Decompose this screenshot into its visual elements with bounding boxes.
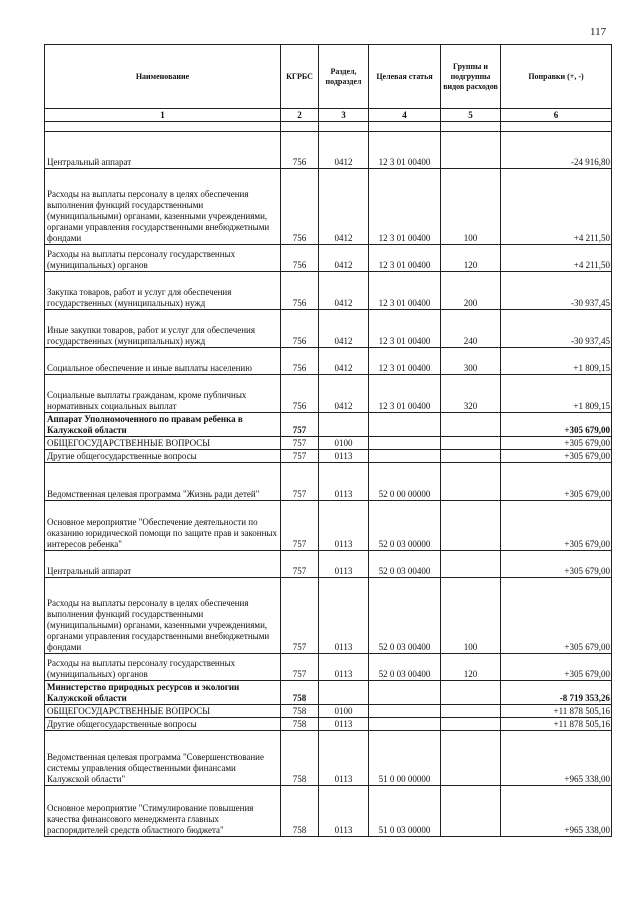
row-group-cell — [441, 501, 501, 551]
table-row — [45, 681, 612, 705]
table-row — [45, 551, 612, 578]
table-row — [45, 654, 612, 681]
row-target-cell: 12 3 01 00400 — [369, 132, 441, 169]
row-kgrbs-cell: 757 — [281, 413, 319, 437]
row-kgrbs-cell: 757 — [281, 501, 319, 551]
row-kgrbs-cell: 758 — [281, 731, 319, 786]
column-number: 1 — [45, 109, 281, 122]
row-target-cell: 12 3 01 00400 — [369, 348, 441, 375]
row-amount-cell: +11 878 505,16 — [501, 705, 612, 718]
row-group-cell — [441, 450, 501, 463]
row-section-cell: 0412 — [319, 169, 369, 245]
row-name-cell: Центральный аппарат — [45, 551, 281, 578]
row-section-cell — [319, 413, 369, 437]
row-kgrbs-cell: 756 — [281, 375, 319, 413]
row-amount-cell: -8 719 353,26 — [501, 681, 612, 705]
table-row — [45, 731, 612, 786]
row-target-cell — [369, 718, 441, 731]
table-body — [45, 132, 612, 837]
row-kgrbs-cell: 758 — [281, 705, 319, 718]
row-amount-cell: -30 937,45 — [501, 272, 612, 310]
row-target-cell: 52 0 03 00400 — [369, 551, 441, 578]
row-amount-cell: -24 916,80 — [501, 132, 612, 169]
row-target-cell: 12 3 01 00400 — [369, 272, 441, 310]
row-target-cell — [369, 437, 441, 450]
row-section-cell: 0113 — [319, 718, 369, 731]
table-row — [45, 310, 612, 348]
row-target-cell: 52 0 00 00000 — [369, 463, 441, 501]
header-groups: Группы и подгруппы видов расходов — [441, 45, 501, 109]
row-kgrbs-cell: 758 — [281, 681, 319, 705]
spacer-row — [45, 122, 612, 132]
row-group-cell — [441, 705, 501, 718]
row-target-cell: 52 0 03 00400 — [369, 654, 441, 681]
row-name-cell: Иные закупки товаров, работ и услуг для обеспечения государственных (муниципальных) нужд — [45, 310, 281, 348]
row-target-cell: 12 3 01 00400 — [369, 245, 441, 272]
row-name-cell: Расходы на выплаты персоналу государственных (муниципальных) органов — [45, 654, 281, 681]
row-group-cell: 300 — [441, 348, 501, 375]
row-section-cell: 0113 — [319, 654, 369, 681]
row-section-cell: 0412 — [319, 310, 369, 348]
row-kgrbs-cell: 756 — [281, 132, 319, 169]
row-amount-cell: +1 809,15 — [501, 375, 612, 413]
row-name-cell: Социальное обеспечение и иные выплаты населению — [45, 348, 281, 375]
row-target-cell — [369, 705, 441, 718]
row-group-cell — [441, 718, 501, 731]
column-number-row — [45, 109, 612, 122]
header-amendments: Поправки (+, -) — [501, 45, 612, 109]
row-kgrbs-cell: 757 — [281, 654, 319, 681]
row-name-cell: ОБЩЕГОСУДАРСТВЕННЫЕ ВОПРОСЫ — [45, 705, 281, 718]
table-row — [45, 437, 612, 450]
table-row — [45, 718, 612, 731]
column-number: 3 — [319, 109, 369, 122]
row-kgrbs-cell: 757 — [281, 463, 319, 501]
row-target-cell: 51 0 00 00000 — [369, 731, 441, 786]
row-name-cell: Социальные выплаты гражданам, кроме публичных нормативных социальных выплат — [45, 375, 281, 413]
row-amount-cell: +965 338,00 — [501, 731, 612, 786]
row-section-cell: 0113 — [319, 463, 369, 501]
row-target-cell: 51 0 03 00000 — [369, 786, 441, 837]
row-kgrbs-cell: 757 — [281, 551, 319, 578]
row-group-cell: 240 — [441, 310, 501, 348]
row-target-cell — [369, 681, 441, 705]
row-group-cell — [441, 413, 501, 437]
row-group-cell: 100 — [441, 578, 501, 654]
table-row — [45, 501, 612, 551]
row-kgrbs-cell: 757 — [281, 437, 319, 450]
row-name-cell: Закупка товаров, работ и услуг для обеспечения государственных (муниципальных) нужд — [45, 272, 281, 310]
row-name-cell: Расходы на выплаты персоналу государственных (муниципальных) органов — [45, 245, 281, 272]
row-group-cell — [441, 437, 501, 450]
row-target-cell: 52 0 03 00000 — [369, 501, 441, 551]
row-name-cell: Расходы на выплаты персоналу в целях обеспечения выполнения функций государственными (муниципальными) органами, казенными учреждениями, органами управления государственными внебюджетными фондами — [45, 169, 281, 245]
row-section-cell: 0412 — [319, 375, 369, 413]
row-amount-cell: +305 679,00 — [501, 578, 612, 654]
row-kgrbs-cell: 756 — [281, 348, 319, 375]
row-target-cell: 12 3 01 00400 — [369, 310, 441, 348]
row-group-cell — [441, 132, 501, 169]
row-name-cell: Ведомственная целевая программа "Жизнь ради детей" — [45, 463, 281, 501]
row-section-cell: 0113 — [319, 501, 369, 551]
table-row — [45, 132, 612, 169]
row-amount-cell: +4 211,50 — [501, 169, 612, 245]
row-amount-cell: +305 679,00 — [501, 654, 612, 681]
header-name: Наименование — [45, 45, 281, 109]
table-row — [45, 463, 612, 501]
table-row — [45, 578, 612, 654]
column-number: 2 — [281, 109, 319, 122]
row-section-cell: 0412 — [319, 132, 369, 169]
row-name-cell: Ведомственная целевая программа "Совершенствование системы управления общественными финансами Калужской области" — [45, 731, 281, 786]
table-header-row — [45, 45, 612, 109]
table-row — [45, 786, 612, 837]
row-target-cell — [369, 413, 441, 437]
row-amount-cell: +305 679,00 — [501, 450, 612, 463]
row-name-cell: Другие общегосударственные вопросы — [45, 718, 281, 731]
row-amount-cell: +965 338,00 — [501, 786, 612, 837]
row-section-cell — [319, 681, 369, 705]
row-section-cell: 0412 — [319, 348, 369, 375]
row-name-cell: Расходы на выплаты персоналу в целях обеспечения выполнения функций государственными (муниципальными) органами, казенными учреждениями, органами управления государственными внебюджетными фондами — [45, 578, 281, 654]
row-amount-cell: +1 809,15 — [501, 348, 612, 375]
table-row — [45, 705, 612, 718]
row-name-cell: Министерство природных ресурсов и экологии Калужской области — [45, 681, 281, 705]
row-group-cell: 120 — [441, 245, 501, 272]
row-name-cell: Основное мероприятие "Стимулирование повышения качества финансового менеджмента главных распорядителей средств областного бюджета" — [45, 786, 281, 837]
column-number: 4 — [369, 109, 441, 122]
row-group-cell: 320 — [441, 375, 501, 413]
row-section-cell: 0113 — [319, 578, 369, 654]
row-amount-cell: +4 211,50 — [501, 245, 612, 272]
row-kgrbs-cell: 757 — [281, 450, 319, 463]
row-kgrbs-cell: 758 — [281, 718, 319, 731]
row-kgrbs-cell: 756 — [281, 272, 319, 310]
header-section: Раздел, подраздел — [319, 45, 369, 109]
row-target-cell: 52 0 03 00400 — [369, 578, 441, 654]
row-group-cell — [441, 551, 501, 578]
row-kgrbs-cell: 757 — [281, 578, 319, 654]
row-name-cell: Центральный аппарат — [45, 132, 281, 169]
row-group-cell — [441, 786, 501, 837]
row-group-cell: 100 — [441, 169, 501, 245]
row-target-cell: 12 3 01 00400 — [369, 375, 441, 413]
row-group-cell — [441, 681, 501, 705]
row-name-cell: Другие общегосударственные вопросы — [45, 450, 281, 463]
row-section-cell: 0100 — [319, 705, 369, 718]
table-row — [45, 169, 612, 245]
row-amount-cell: +305 679,00 — [501, 463, 612, 501]
row-group-cell: 120 — [441, 654, 501, 681]
row-kgrbs-cell: 756 — [281, 310, 319, 348]
table-row — [45, 413, 612, 437]
column-number: 6 — [501, 109, 612, 122]
row-amount-cell: +305 679,00 — [501, 413, 612, 437]
table-row — [45, 348, 612, 375]
row-group-cell: 200 — [441, 272, 501, 310]
row-amount-cell: +11 878 505,16 — [501, 718, 612, 731]
row-name-cell: ОБЩЕГОСУДАРСТВЕННЫЕ ВОПРОСЫ — [45, 437, 281, 450]
row-kgrbs-cell: 758 — [281, 786, 319, 837]
row-amount-cell: +305 679,00 — [501, 501, 612, 551]
row-target-cell: 12 3 01 00400 — [369, 169, 441, 245]
row-section-cell: 0113 — [319, 450, 369, 463]
row-section-cell: 0412 — [319, 272, 369, 310]
table-row — [45, 245, 612, 272]
row-name-cell: Аппарат Уполномоченного по правам ребенка в Калужской области — [45, 413, 281, 437]
header-target: Целевая статья — [369, 45, 441, 109]
page-number: 117 — [590, 26, 607, 38]
column-number: 5 — [441, 109, 501, 122]
row-amount-cell: +305 679,00 — [501, 437, 612, 450]
row-amount-cell: -30 937,45 — [501, 310, 612, 348]
row-kgrbs-cell: 756 — [281, 245, 319, 272]
row-target-cell — [369, 450, 441, 463]
row-kgrbs-cell: 756 — [281, 169, 319, 245]
table-row — [45, 450, 612, 463]
row-name-cell: Основное мероприятие "Обеспечение деятельности по оказанию юридической помощи по защите прав и законных интересов ребенка" — [45, 501, 281, 551]
row-amount-cell: +305 679,00 — [501, 551, 612, 578]
table-row — [45, 272, 612, 310]
row-section-cell: 0412 — [319, 245, 369, 272]
budget-amendments-table — [44, 44, 612, 837]
row-section-cell: 0113 — [319, 731, 369, 786]
row-group-cell — [441, 731, 501, 786]
table-row — [45, 375, 612, 413]
row-section-cell: 0100 — [319, 437, 369, 450]
header-kgrbs: КГРБС — [281, 45, 319, 109]
row-group-cell — [441, 463, 501, 501]
row-section-cell: 0113 — [319, 551, 369, 578]
row-section-cell: 0113 — [319, 786, 369, 837]
